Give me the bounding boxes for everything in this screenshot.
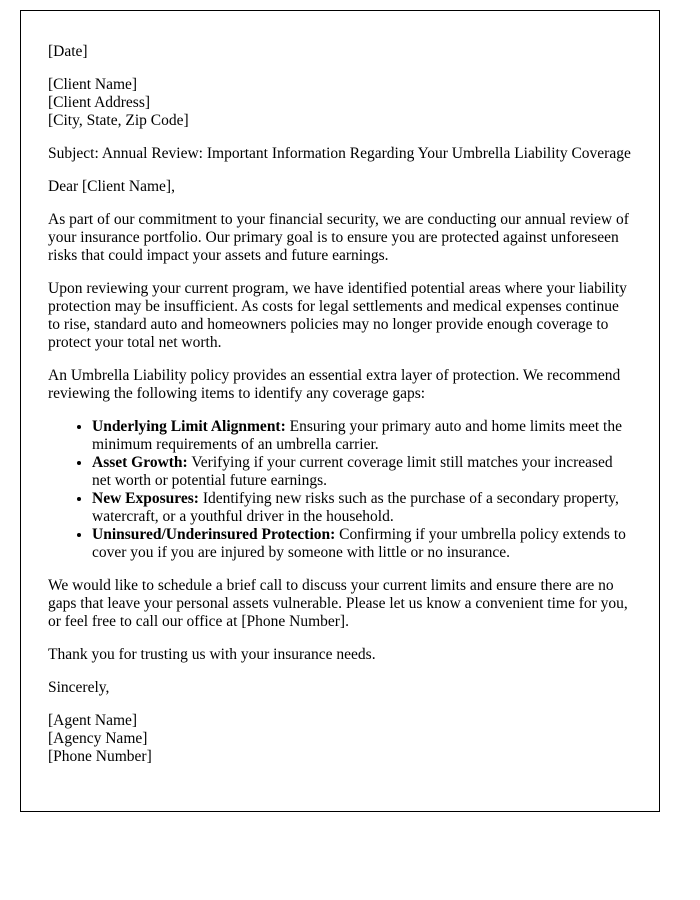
date-placeholder: [Date] [48,43,88,60]
date-block [48,43,632,61]
bullet-text: Ensuring your primary auto and home limits meet the minimum requirements of an umbrella carrier. [92,418,622,453]
signoff: Sincerely, [48,679,110,696]
bullet-label: Uninsured/Underinsured Protection: [92,526,336,543]
bullet-label: Asset Growth: [92,454,188,471]
paragraph-umbrella-recommendation: An Umbrella Liability policy provides an essential extra layer of protection. We recommend reviewing the following items to identify any coverage gaps: [48,367,621,402]
recipient-block [48,76,632,130]
signature-block [48,712,632,766]
signature-phone-number: [Phone Number] [48,748,152,765]
paragraph-intro: As part of our commitment to your financial security, we are conducting our annual review of your insurance portfolio. Our primary goal is to ensure you are protected against unforeseen risks that could impact your assets and future earnings. [48,211,629,264]
paragraph-call-to-action: We would like to schedule a brief call to discuss your current limits and ensure there are no gaps that leave your personal assets vulnerable. Please let us know a convenient time for you, or feel free to call our office at [Phone Number]. [48,577,628,630]
bullet-text: Confirming if your umbrella policy extends to cover you if you are injured by someone with little or no insurance. [92,526,626,561]
recipient-name: [Client Name] [48,76,138,93]
coverage-gap-list [48,418,632,562]
bullet-label: Underlying Limit Alignment: [92,418,286,435]
bullet-item-uninsured-protection [92,526,632,562]
bullet-label: New Exposures: [92,490,199,507]
bullet-item-new-exposures [92,490,632,526]
bullet-item-asset-growth [92,454,632,490]
letter-page [20,10,660,812]
paragraph-review-findings: Upon reviewing your current program, we have identified potential areas where your liability protection may be insufficient. As costs for legal settlements and medical expenses continue to rise, standard auto and homeowners policies may no longer provide enough coverage to protect your total net worth. [48,280,627,351]
signature-agency-name: [Agency Name] [48,730,148,747]
subject-line: Subject: Annual Review: Important Information Regarding Your Umbrella Liability Coverage [48,145,631,162]
bullet-text: Identifying new risks such as the purchase of a secondary property, watercraft, or a youthful driver in the household. [92,490,619,525]
recipient-city-state-zip: [City, State, Zip Code] [48,112,189,129]
bullet-text: Verifying if your current coverage limit still matches your increased net worth or potential future earnings. [92,454,613,489]
recipient-address: [Client Address] [48,94,151,111]
salutation: Dear [Client Name], [48,178,175,195]
signature-agent-name: [Agent Name] [48,712,138,729]
bullet-item-underlying-limit [92,418,632,454]
paragraph-thank-you: Thank you for trusting us with your insurance needs. [48,646,376,663]
